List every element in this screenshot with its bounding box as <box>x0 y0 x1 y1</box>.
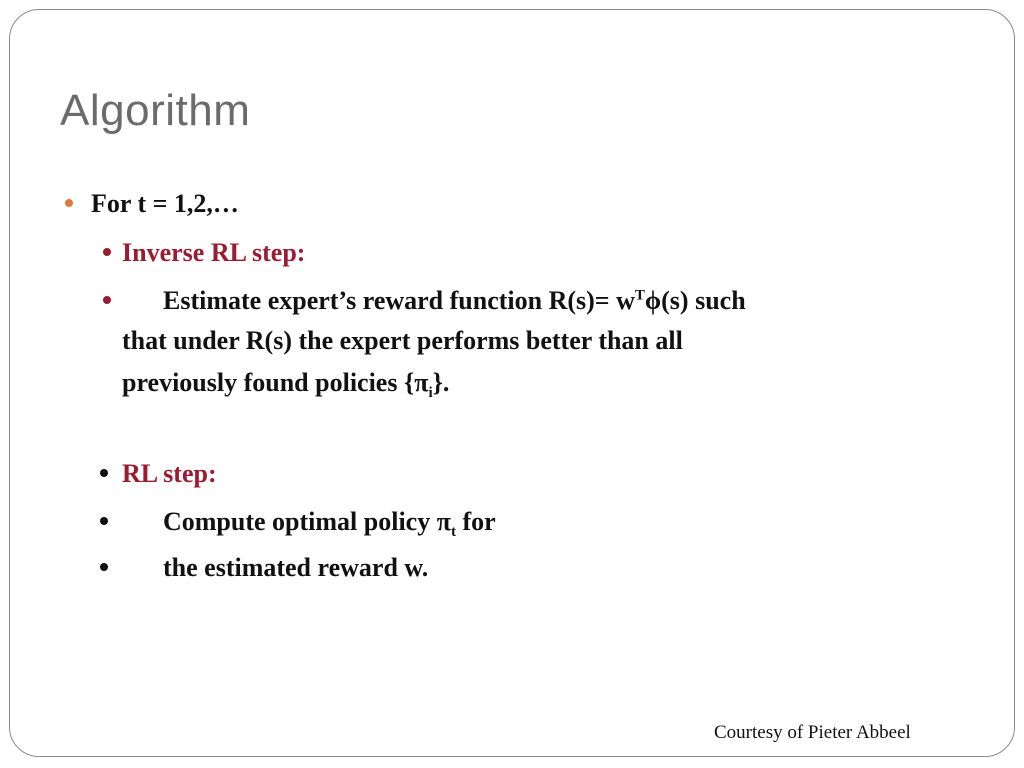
estimate-line-2: that under R(s) the expert performs better than all <box>122 326 683 355</box>
estimate-line-1-prefix: Estimate expert’s reward function R(s)= w <box>163 286 635 315</box>
estimate-line-1-suffix: ϕ(s) such <box>644 286 746 315</box>
orange-dot-bullet-icon <box>65 199 73 207</box>
red-dot-bullet-icon <box>103 248 111 256</box>
slide-title: Algorithm <box>60 86 251 135</box>
estimate-line-3 <box>122 363 449 403</box>
compute-policy-suffix: for <box>455 507 496 536</box>
red-dot-bullet-icon <box>103 296 111 304</box>
compute-policy-line <box>163 502 496 542</box>
estimate-line-3-suffix: }. <box>432 368 450 397</box>
transpose-superscript: T <box>634 287 645 304</box>
courtesy-credit: Courtesy of Pieter Abbeel <box>714 722 911 743</box>
estimate-line-1 <box>163 281 746 321</box>
inverse-rl-heading: Inverse RL step: <box>122 238 306 267</box>
estimate-line-3-prefix: previously found policies {π <box>122 368 429 397</box>
policy-index-subscript: i <box>428 385 433 402</box>
black-dot-bullet-icon <box>100 517 108 525</box>
black-dot-bullet-icon <box>100 469 108 477</box>
for-loop-line: For t = 1,2,… <box>91 189 239 218</box>
estimated-reward-line: the estimated reward w. <box>163 553 429 582</box>
rl-step-heading: RL step: <box>122 459 217 488</box>
black-dot-bullet-icon <box>100 563 108 571</box>
compute-policy-prefix: Compute optimal policy π <box>163 507 451 536</box>
time-subscript: t <box>450 524 456 541</box>
